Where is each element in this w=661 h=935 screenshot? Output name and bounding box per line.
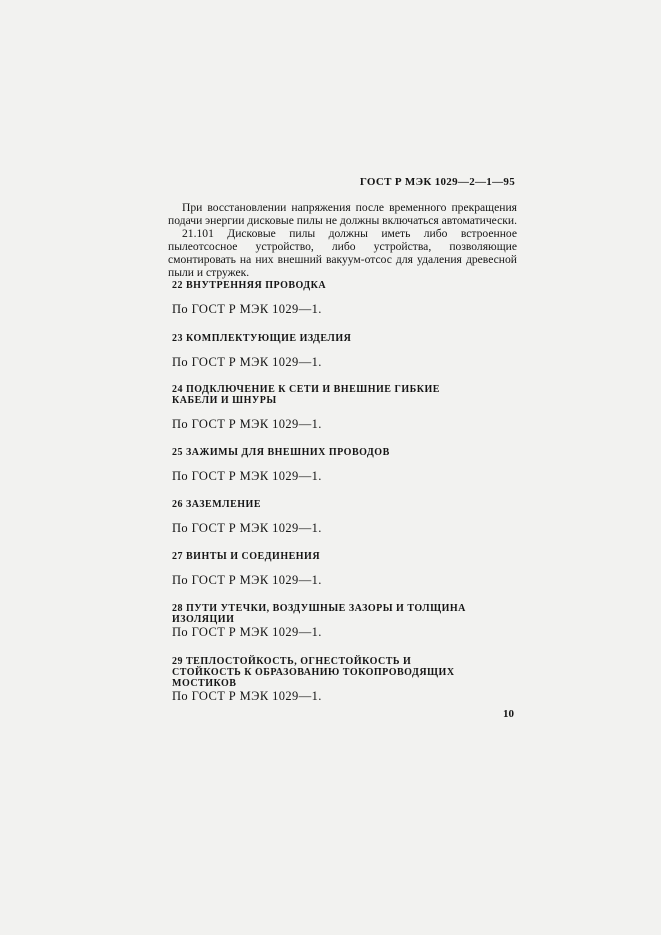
section-title: 29 ТЕПЛОСТОЙКОСТЬ, ОГНЕСТОЙКОСТЬ И СТОЙКОСТЬ К ОБРАЗОВАНИЮ ТОКОПРОВОДЯЩИХ МОСТИКОВ [172, 656, 455, 689]
intro-text [168, 201, 517, 279]
intro-paragraph: При восстановлении напряжения после временного прекращения подачи энергии дисковые пилы не должны включаться автоматически. [168, 201, 517, 227]
section-title: 23 КОМПЛЕКТУЮЩИЕ ИЗДЕЛИЯ [172, 333, 352, 344]
section-reference: По ГОСТ Р МЭК 1029—1. [172, 689, 322, 703]
section-title: 24 ПОДКЛЮЧЕНИЕ К СЕТИ И ВНЕШНИЕ ГИБКИЕ КАБЕЛИ И ШНУРЫ [172, 384, 440, 406]
section-reference: По ГОСТ Р МЭК 1029—1. [172, 302, 322, 316]
section-title: 26 ЗАЗЕМЛЕНИЕ [172, 499, 261, 510]
section-title: 27 ВИНТЫ И СОЕДИНЕНИЯ [172, 551, 321, 562]
section-title: 25 ЗАЖИМЫ ДЛЯ ВНЕШНИХ ПРОВОДОВ [172, 447, 390, 458]
section-reference: По ГОСТ Р МЭК 1029—1. [172, 521, 322, 535]
section-title: 28 ПУТИ УТЕЧКИ, ВОЗДУШНЫЕ ЗАЗОРЫ И ТОЛЩИНА ИЗОЛЯЦИИ [172, 603, 466, 625]
document-header: ГОСТ Р МЭК 1029—2—1—95 [359, 176, 515, 188]
section-reference: По ГОСТ Р МЭК 1029—1. [172, 355, 322, 369]
section-title: 22 ВНУТРЕННЯЯ ПРОВОДКА [172, 280, 327, 291]
section-reference: По ГОСТ Р МЭК 1029—1. [172, 573, 322, 587]
section-reference: По ГОСТ Р МЭК 1029—1. [172, 417, 322, 431]
intro-paragraph: 21.101 Дисковые пилы должны иметь либо встроенное пылеотсосное устройство, либо устройства, позволяющие смонтировать на них внешний вакуум-отсос для удаления древесной пыли и стружек. [168, 227, 517, 279]
section-reference: По ГОСТ Р МЭК 1029—1. [172, 469, 322, 483]
section-reference: По ГОСТ Р МЭК 1029—1. [172, 625, 322, 639]
page-number: 10 [503, 708, 514, 720]
